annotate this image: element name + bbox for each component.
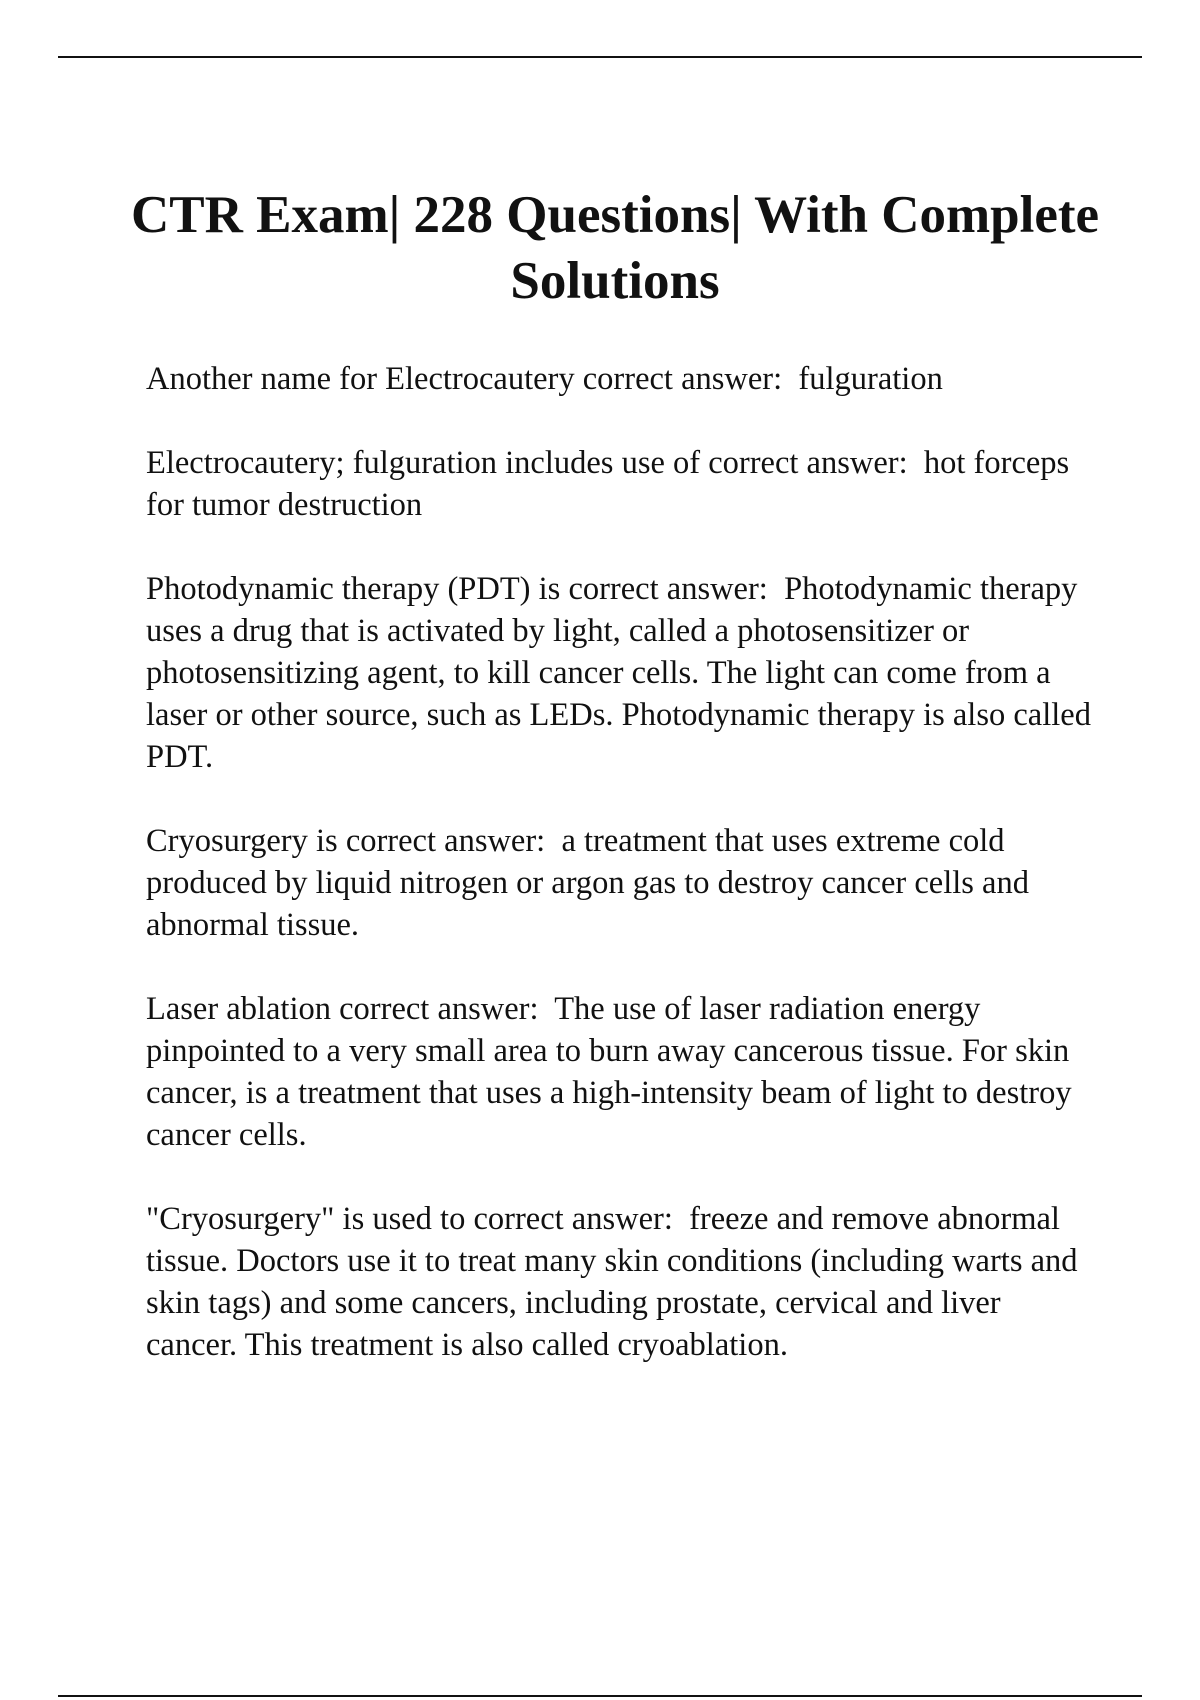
answer-text: freeze and remove abnormal tissue. Doctors use it to treat many skin conditions (including warts and skin tags) and some cancers, including prostate, cervical and liver cancer. This treatment is also called cryoablation.	[146, 1201, 1086, 1363]
answer-text: hot forceps for tumor destruction	[146, 445, 1078, 523]
qa-entry	[146, 1198, 1092, 1366]
document-title: CTR Exam| 228 Questions| With Complete Solutions	[130, 186, 1100, 310]
bottom-divider	[58, 1695, 1142, 1697]
top-divider	[58, 56, 1142, 58]
qa-entry	[146, 568, 1100, 778]
answer-text: a treatment that uses extreme cold produced by liquid nitrogen or argon gas to destroy cancer cells and abnormal tissue.	[146, 823, 1038, 943]
question-text: Electrocautery; fulguration includes use of	[146, 445, 701, 481]
qa-entry	[146, 820, 1092, 946]
question-text: Photodynamic therapy (PDT) is	[146, 571, 561, 607]
question-text: Cryosurgery is	[146, 823, 338, 859]
qa-entry	[146, 442, 1092, 526]
question-text: Laser ablation	[146, 991, 331, 1027]
answer-text: Photodynamic therapy uses a drug that is activated by light, called a photosensitizer or photosensitizing agent, to kill cancer cells. The light can come from a laser or other source, such as LEDs. Photodynamic therapy is also called PDT.	[146, 571, 1100, 775]
answer-label: correct answer:	[574, 361, 799, 397]
qa-list	[146, 358, 1100, 1408]
question-text: Another name for Electrocautery	[146, 361, 575, 397]
answer-text: The use of laser radiation energy pinpointed to a very small area to burn away cancerous tissue. For skin cancer, is a treatment that uses a high-intensity beam of light to destroy cancer cells.	[146, 991, 1080, 1153]
answer-label: correct answer:	[560, 571, 785, 607]
answer-label: correct answer:	[700, 445, 924, 481]
answer-label: correct answer:	[331, 991, 555, 1027]
answer-label: correct answer:	[337, 823, 562, 859]
answer-text: fulguration	[798, 361, 943, 397]
qa-entry	[146, 988, 1092, 1156]
answer-label: correct answer:	[465, 1201, 690, 1237]
question-text: "Cryosurgery" is used to	[146, 1201, 466, 1237]
qa-entry	[146, 358, 1092, 400]
